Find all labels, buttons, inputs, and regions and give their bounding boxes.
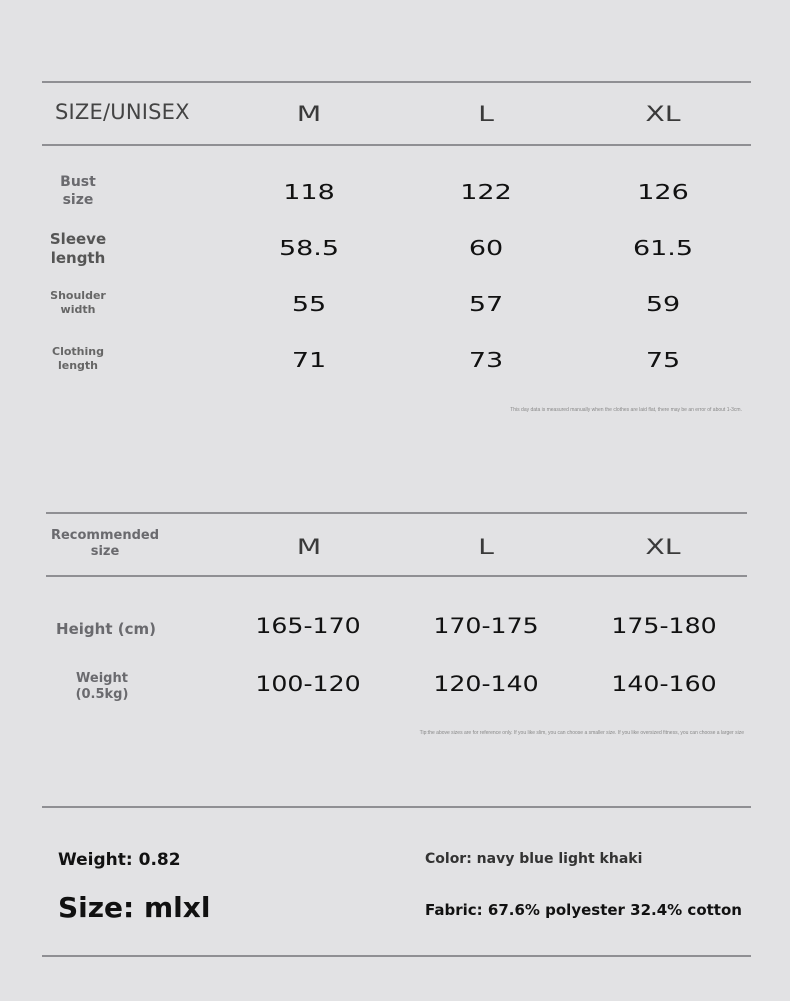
product-weight: Weight: 0.82: [58, 850, 181, 870]
weight-m: 100-120: [255, 672, 361, 696]
recommend-col-l: L: [478, 535, 494, 559]
divider-size-header: [42, 144, 751, 146]
recommend-table-note: Tip:the above sizes are for reference only. If you like slim, you can choose a smaller size. If you like oversized fitness, you can choose a larger size: [419, 730, 744, 736]
size-col-l: L: [478, 102, 494, 126]
height-m: 165-170: [255, 614, 361, 638]
row-label-shoulder: Shoulder width: [50, 289, 106, 316]
recommend-col-xl: XL: [645, 535, 681, 559]
sleeve-m: 58.5: [278, 236, 340, 260]
divider-bottom: [42, 955, 751, 957]
row-label-height: Height (cm): [56, 620, 156, 638]
divider-recommend-header: [46, 575, 747, 577]
weight-xl: 140-160: [611, 672, 717, 696]
height-xl: 175-180: [611, 614, 717, 638]
size-col-m: M: [296, 102, 322, 126]
size-table-header: SIZE/UNISEX: [55, 100, 190, 124]
product-fabric: Fabric: 67.6% polyester 32.4% cotton: [425, 901, 742, 919]
shoulder-xl: 59: [645, 292, 681, 316]
bust-l: 122: [460, 180, 512, 204]
size-table-note: This day data is measured manually when the clothes are laid flat, there may be an error of about 1-3cm.: [510, 407, 742, 413]
length-xl: 75: [645, 348, 681, 372]
product-size: Size: mlxl: [58, 891, 211, 924]
length-m: 71: [291, 348, 327, 372]
size-col-xl: XL: [645, 102, 681, 126]
length-l: 73: [468, 348, 504, 372]
shoulder-m: 55: [291, 292, 327, 316]
bust-xl: 126: [637, 180, 689, 204]
divider-info-top: [42, 806, 751, 808]
row-label-bust: Bust size: [60, 174, 96, 208]
shoulder-l: 57: [468, 292, 504, 316]
bust-m: 118: [283, 180, 335, 204]
weight-l: 120-140: [433, 672, 539, 696]
row-label-weight: Weight (0.5kg): [75, 671, 129, 703]
sleeve-xl: 61.5: [632, 236, 694, 260]
height-l: 170-175: [433, 614, 539, 638]
row-label-clothing-length: Clothing length: [52, 345, 104, 372]
recommend-table-header: Recommended size: [50, 528, 160, 560]
row-label-sleeve: Sleeve length: [49, 230, 107, 267]
product-color: Color: navy blue light khaki: [425, 851, 643, 867]
recommend-col-m: M: [296, 535, 322, 559]
divider-recommend-top: [46, 512, 747, 514]
divider-top: [42, 81, 751, 83]
sleeve-l: 60: [468, 236, 504, 260]
